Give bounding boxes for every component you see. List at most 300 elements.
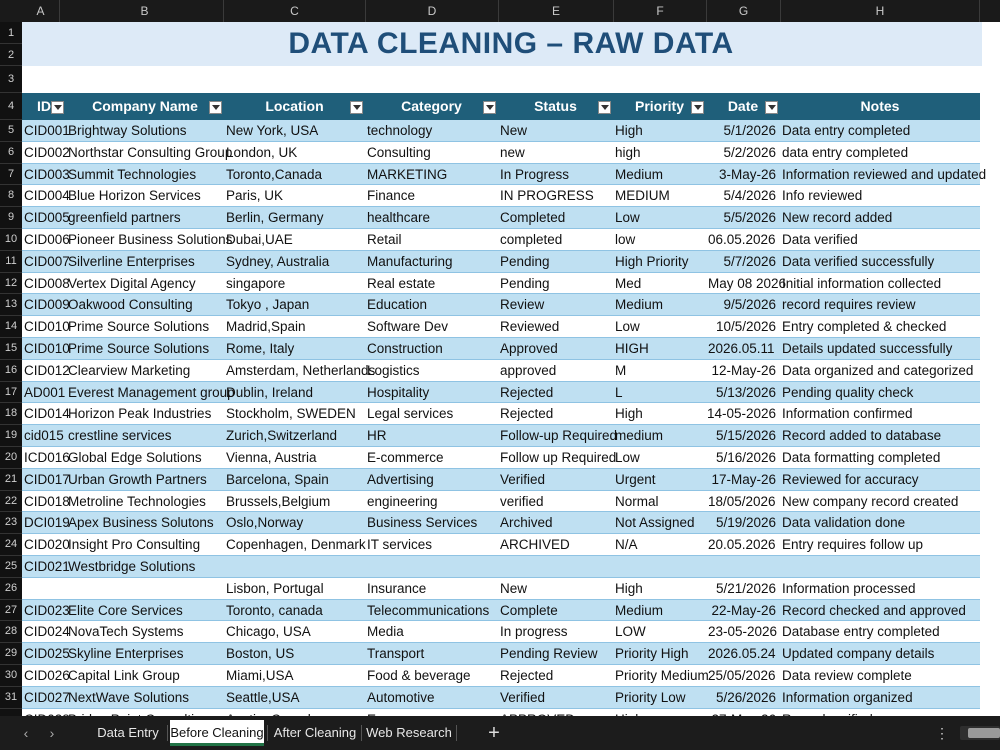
cell-company-name[interactable]: Urban Growth Partners (68, 471, 207, 487)
cell-notes[interactable]: Information reviewed and updated (782, 166, 987, 182)
row-header[interactable]: 17 (0, 382, 22, 404)
row-header[interactable]: 28 (0, 621, 22, 643)
table-row[interactable] (22, 600, 980, 622)
cell-priority[interactable]: Normal (615, 493, 659, 509)
filter-dropdown-icon[interactable] (483, 101, 496, 114)
table-row[interactable] (22, 316, 980, 338)
cell-notes[interactable]: Data verified successfully (782, 253, 935, 269)
cell-category[interactable]: healthcare (367, 210, 431, 226)
add-sheet-icon[interactable]: + (488, 722, 500, 744)
cell-location[interactable]: Toronto,Canada (226, 166, 323, 182)
cell-id[interactable]: CID010 (24, 319, 70, 335)
cell-notes[interactable]: Data review complete (782, 668, 912, 683)
cell-notes[interactable]: data entry completed (782, 144, 909, 160)
cell-status[interactable]: Reviewed (500, 319, 560, 335)
row-header[interactable]: 26 (0, 578, 22, 600)
row-header[interactable]: 11 (0, 251, 22, 273)
cell-category[interactable]: Telecommunications (367, 602, 490, 618)
cell-location[interactable]: Rome, Italy (226, 341, 295, 356)
row-header[interactable]: 18 (0, 403, 22, 425)
table-row[interactable] (22, 621, 980, 643)
cell-location[interactable]: Lisbon, Portugal (226, 580, 324, 596)
column-header-h[interactable]: H (781, 0, 980, 22)
cell-id[interactable]: CID005 (24, 210, 70, 226)
row-header[interactable]: 27 (0, 600, 22, 622)
cell-company-name[interactable]: crestline services (68, 428, 172, 444)
row-header-bar (0, 22, 22, 716)
cell-category[interactable]: Legal services (367, 406, 454, 422)
column-header-f[interactable]: F (614, 0, 707, 22)
cell-date[interactable]: 23-05-2026 (708, 624, 778, 640)
cell-date[interactable]: May 08 2026 (708, 275, 787, 291)
table-row[interactable] (22, 447, 980, 469)
cell-location[interactable]: Seattle,USA (226, 689, 300, 705)
table-row[interactable] (22, 403, 980, 425)
cell-priority[interactable]: Medium (615, 166, 664, 182)
cell-notes[interactable]: Record added to database (782, 428, 942, 444)
cell-location[interactable]: Chicago, USA (226, 624, 311, 640)
cell-company-name[interactable]: Blue Horizon Services (68, 188, 201, 204)
cell-category[interactable]: Manufacturing (367, 253, 453, 269)
cell-company-name[interactable]: Insight Pro Consulting (68, 537, 201, 553)
table-row[interactable] (22, 687, 980, 709)
cell-id[interactable]: AD001 (24, 384, 66, 400)
cell-priority[interactable]: M (615, 362, 627, 378)
cell-id[interactable]: DCI019 (24, 515, 70, 531)
row-header[interactable]: 6 (0, 142, 22, 164)
cell-priority[interactable]: Medium (615, 297, 664, 313)
table-row[interactable] (22, 294, 980, 316)
cell-company-name[interactable]: Pioneer Business Solutions (68, 232, 233, 247)
row-header[interactable]: 10 (0, 229, 22, 251)
cell-notes[interactable]: Reviewed for accuracy (782, 471, 919, 487)
cell-location[interactable]: Boston, US (226, 646, 295, 662)
row-header[interactable]: 29 (0, 643, 22, 665)
row-header[interactable]: 14 (0, 316, 22, 338)
cell-date[interactable]: 20.05.2026 (708, 537, 776, 553)
table-row[interactable] (22, 469, 980, 491)
cell-priority[interactable]: Low (615, 210, 640, 226)
cell-location[interactable]: Oslo,Norway (226, 515, 304, 531)
cell-company-name[interactable]: NextWave Solutions (68, 689, 190, 705)
cell-company-name[interactable]: Elite Core Services (68, 602, 183, 618)
cell-priority[interactable]: high (615, 144, 641, 160)
cell-notes[interactable]: New record added (782, 210, 893, 226)
cell-date[interactable]: 5/7/2026 (723, 253, 776, 269)
cell-status[interactable]: In progress (500, 624, 568, 640)
cell-date[interactable]: 5/19/2026 (715, 515, 776, 531)
cell-company-name[interactable]: Westbridge Solutions (68, 559, 196, 574)
cell-category[interactable]: Food & beverage (367, 668, 471, 683)
cell-category[interactable]: Consulting (367, 144, 431, 160)
row-header[interactable]: 23 (0, 512, 22, 534)
cell-category[interactable]: Business Services (367, 515, 478, 531)
table-row[interactable] (22, 273, 980, 295)
cell-company-name[interactable]: Prime Source Solutions (68, 319, 210, 335)
cell-date[interactable]: 18/05/2026 (708, 493, 776, 509)
cell-id[interactable]: ICD016 (24, 450, 70, 465)
cell-category[interactable]: Construction (367, 341, 443, 356)
cell-notes[interactable]: Information processed (782, 580, 916, 596)
cell-category[interactable]: Advertising (367, 471, 434, 487)
cell-category[interactable]: Software Dev (367, 319, 449, 335)
cell-date[interactable]: 10/5/2026 (715, 319, 776, 335)
cell-date[interactable]: 5/16/2026 (715, 450, 776, 465)
cell-category[interactable]: Transport (367, 646, 425, 662)
next-sheet-icon[interactable]: › (49, 725, 55, 741)
cell-location[interactable]: Stockholm, SWEDEN (226, 406, 356, 422)
cell-priority[interactable]: Medium (615, 602, 664, 618)
cell-id[interactable]: CID024 (24, 624, 70, 640)
row-header[interactable]: 9 (0, 207, 22, 229)
cell-notes[interactable] (780, 556, 980, 577)
cell-id[interactable]: CID009 (24, 297, 70, 313)
column-header-a[interactable]: A (22, 0, 60, 22)
cell-notes[interactable]: New company record created (782, 493, 959, 509)
row-header[interactable]: 1 (0, 22, 22, 44)
tab-data-entry[interactable]: Data Entry (97, 725, 159, 740)
table-row[interactable] (22, 142, 980, 164)
cell-notes[interactable]: Database entry completed (782, 624, 940, 640)
cell-id[interactable]: CID001 (24, 123, 70, 138)
cell-notes[interactable]: Information organized (782, 689, 913, 705)
cell-notes[interactable]: Data validation done (782, 515, 906, 531)
cell-company-name[interactable]: Clearview Marketing (68, 362, 191, 378)
filter-dropdown-icon[interactable] (350, 101, 363, 114)
cell-date[interactable]: 06.05.2026 (708, 232, 776, 247)
cell-category[interactable]: Insurance (367, 580, 427, 596)
row-header[interactable]: 3 (0, 66, 22, 93)
cell-notes[interactable]: Information confirmed (782, 406, 913, 422)
row-header[interactable]: 31 (0, 687, 22, 709)
cell-notes[interactable]: Record checked and approved (782, 602, 966, 618)
cell-priority[interactable]: Low (615, 319, 640, 335)
row-header[interactable]: 24 (0, 534, 22, 556)
cell-location[interactable]: Amsterdam, Netherlands (226, 362, 376, 378)
cell-location[interactable]: Brussels,Belgium (226, 493, 331, 509)
cell-notes[interactable]: Data entry completed (782, 123, 911, 138)
cell-priority[interactable]: Urgent (615, 471, 656, 487)
cell-notes[interactable]: record requires review (782, 297, 916, 313)
cell-location[interactable] (224, 556, 365, 577)
cell-date[interactable]: 14-05-2026 (706, 406, 776, 422)
cell-category[interactable]: engineering (367, 493, 438, 509)
cell-notes[interactable]: Info reviewed (782, 188, 863, 204)
cell-id[interactable]: cid015 (24, 428, 64, 444)
cell-status[interactable]: Archived (500, 515, 553, 531)
column-header-d[interactable]: D (366, 0, 499, 22)
cell-category[interactable]: Retail (367, 232, 402, 247)
cell-priority[interactable]: High Priority (615, 253, 689, 269)
column-header-e[interactable]: E (499, 0, 614, 22)
cell-id[interactable]: CID021 (24, 559, 70, 574)
tab-web-research[interactable]: Web Research (366, 725, 452, 740)
cell-id[interactable]: CID012 (24, 362, 70, 378)
column-header-b[interactable]: B (66, 0, 224, 22)
cell-date[interactable]: 5/13/2026 (715, 384, 776, 400)
cell-location[interactable]: Madrid,Spain (226, 319, 306, 335)
cell-id[interactable]: CID010 (24, 341, 70, 356)
cell-location[interactable]: Paris, UK (226, 188, 284, 204)
cell-company-name[interactable]: Metroline Technologies (68, 493, 206, 509)
row-header[interactable]: 25 (0, 556, 22, 578)
cell-id[interactable]: CID014 (24, 406, 70, 422)
cell-status[interactable]: Rejected (500, 384, 554, 400)
table-row[interactable] (22, 164, 987, 186)
cell-priority[interactable]: High (615, 580, 643, 596)
table-row[interactable] (22, 207, 980, 229)
cell-status[interactable]: Approved (500, 341, 558, 356)
cell-location[interactable]: London, UK (226, 144, 298, 160)
cell-priority[interactable]: HIGH (615, 341, 649, 356)
cell-priority[interactable]: Priority High (615, 646, 689, 662)
cell-category[interactable]: MARKETING (367, 166, 448, 182)
tab-before-cleaning[interactable]: Before Cleaning (170, 720, 264, 746)
cell-priority[interactable]: Low (615, 450, 640, 465)
cell-id[interactable]: CID002 (24, 144, 70, 160)
cell-location[interactable]: Sydney, Australia (226, 253, 330, 269)
cell-category[interactable]: Automotive (367, 689, 435, 705)
cell-id[interactable]: CID003 (24, 166, 70, 182)
cell-company-name[interactable]: Vertex Digital Agency (68, 275, 196, 291)
cell-date[interactable]: 5/1/2026 (723, 123, 776, 138)
cell-date[interactable]: 9/5/2026 (723, 297, 776, 313)
cell-location[interactable]: Dublin, Ireland (226, 384, 314, 400)
cell-status[interactable]: Follow-up Required (500, 428, 618, 444)
cell-status[interactable]: New (500, 580, 528, 596)
cell-status[interactable]: approved (500, 362, 557, 378)
cell-company-name[interactable]: Summit Technologies (68, 166, 197, 182)
cell-location[interactable]: Toronto, canada (226, 602, 323, 618)
cell-status[interactable]: Verified (500, 471, 546, 487)
cell-priority[interactable]: low (615, 232, 636, 247)
scrollbar-thumb[interactable] (968, 728, 1000, 738)
cell-date[interactable]: 5/21/2026 (715, 580, 776, 596)
table-row[interactable] (22, 534, 980, 556)
cell-status[interactable]: IN PROGRESS (500, 188, 594, 204)
cell-priority[interactable]: LOW (615, 624, 646, 640)
cell-date[interactable]: 5/4/2026 (723, 188, 776, 204)
cell-id[interactable]: CID023 (24, 602, 70, 618)
cell-company-name[interactable]: Horizon Peak Industries (68, 406, 212, 422)
cell-category[interactable] (365, 556, 498, 577)
cell-date[interactable]: 2026.05.24 (708, 646, 776, 662)
row-header[interactable]: 15 (0, 338, 22, 360)
cell-company-name[interactable]: Oakwood Consulting (68, 297, 193, 313)
cell-priority[interactable]: Priority Medium (615, 668, 709, 683)
cell-location[interactable]: Barcelona, Spain (226, 471, 329, 487)
cell-company-name[interactable]: Global Edge Solutions (68, 450, 202, 465)
cell-priority[interactable]: Not Assigned (615, 515, 695, 531)
row-header[interactable]: 8 (0, 185, 22, 207)
tab-after-cleaning[interactable]: After Cleaning (273, 725, 357, 740)
cell-company-name[interactable] (66, 578, 224, 599)
cell-id[interactable]: CID017 (24, 471, 70, 487)
cell-id[interactable]: CID006 (24, 232, 70, 247)
cell-status[interactable]: Follow up Required (500, 450, 617, 465)
cell-status[interactable]: Pending (500, 275, 550, 291)
cell-priority[interactable]: High (615, 406, 643, 422)
cell-status[interactable]: Pending (500, 253, 550, 269)
cell-category[interactable]: Real estate (367, 275, 436, 291)
table-row[interactable] (22, 120, 980, 142)
table-row[interactable] (22, 665, 980, 687)
cell-date[interactable]: 5/5/2026 (723, 210, 776, 226)
column-header-g[interactable]: G (707, 0, 781, 22)
table-row[interactable] (22, 185, 980, 207)
cell-date[interactable]: 25/05/2026 (708, 668, 776, 683)
cell-date[interactable]: 12-May-26 (711, 362, 776, 378)
row-header[interactable]: 30 (0, 665, 22, 687)
table-row[interactable] (22, 491, 980, 513)
cell-location[interactable]: Dubai,UAE (226, 232, 293, 247)
cell-location[interactable]: Copenhagen, Denmark (226, 537, 366, 553)
cell-company-name[interactable]: NovaTech Systems (68, 624, 184, 640)
cell-priority[interactable]: N/A (615, 537, 638, 553)
row-header[interactable]: 4 (0, 93, 22, 120)
filter-dropdown-icon[interactable] (51, 101, 64, 114)
cell-priority[interactable]: Med (615, 275, 642, 291)
row-header[interactable]: 22 (0, 491, 22, 513)
cell-date[interactable]: 5/26/2026 (715, 689, 776, 705)
cell-status[interactable]: completed (500, 232, 563, 247)
cell-date[interactable]: 2026.05.11 (708, 341, 775, 356)
row-header[interactable]: 20 (0, 447, 22, 469)
cell-location[interactable]: Zurich,Switzerland (226, 428, 338, 444)
table-row[interactable] (22, 578, 980, 600)
cell-location[interactable]: singapore (226, 275, 286, 291)
cell-date[interactable]: 5/2/2026 (723, 144, 776, 160)
cell-notes[interactable]: Data formatting completed (782, 450, 941, 465)
row-header[interactable]: 5 (0, 120, 22, 142)
table-row[interactable] (22, 251, 980, 273)
cell-id[interactable]: CID018 (24, 493, 70, 509)
cell-id[interactable]: CID008 (24, 275, 70, 291)
cell-category[interactable]: E-commerce (367, 450, 444, 465)
filter-dropdown-icon[interactable] (209, 101, 222, 114)
cell-notes[interactable]: Entry completed & checked (782, 319, 947, 335)
cell-category[interactable]: Hospitality (367, 384, 430, 400)
cell-location[interactable]: Tokyo , Japan (226, 297, 310, 313)
filter-dropdown-icon[interactable] (598, 101, 611, 114)
cell-id[interactable]: CID020 (24, 537, 70, 553)
cell-status[interactable]: Verified (500, 689, 546, 705)
cell-status[interactable]: Completed (500, 210, 566, 226)
cell-company-name[interactable]: Apex Business Solutons (68, 515, 214, 531)
more-options-icon[interactable]: ⋮ (935, 725, 949, 741)
table-row[interactable] (22, 360, 980, 382)
cell-id[interactable]: CID007 (24, 253, 70, 269)
cell-notes[interactable]: Pending quality check (782, 384, 914, 400)
cell-date[interactable]: 3-May-26 (718, 166, 776, 182)
table-row[interactable] (22, 556, 980, 578)
cell-notes[interactable]: Details updated successfully (782, 341, 953, 356)
table-row[interactable] (22, 382, 980, 404)
cell-category[interactable]: Logistics (367, 362, 420, 378)
cell-category[interactable]: Finance (367, 188, 416, 204)
cell-status[interactable]: new (500, 144, 525, 160)
row-header[interactable]: 19 (0, 425, 22, 447)
cell-status[interactable]: ARCHIVED (500, 537, 570, 553)
cell-category[interactable]: HR (367, 428, 387, 444)
cell-status[interactable]: Complete (500, 602, 558, 618)
cell-priority[interactable]: L (615, 384, 623, 400)
cell-company-name[interactable]: Silverline Enterprises (68, 253, 195, 269)
cell-date[interactable]: 22-May-26 (711, 602, 776, 618)
cell-date[interactable] (706, 556, 780, 577)
filter-dropdown-icon[interactable] (691, 101, 704, 114)
column-header-c[interactable]: C (224, 0, 366, 22)
cell-priority[interactable]: Priority Low (615, 689, 686, 705)
cell-location[interactable]: Vienna, Austria (226, 450, 317, 465)
cell-id[interactable]: CID027 (24, 689, 70, 705)
table-row[interactable] (22, 425, 980, 447)
cell-company-name[interactable]: Everest Management group (68, 384, 235, 400)
cell-status[interactable] (498, 556, 613, 577)
table-row[interactable] (22, 338, 980, 360)
cell-status[interactable]: Rejected (500, 668, 554, 683)
cell-notes[interactable]: Initial information collected (782, 275, 942, 291)
cell-notes[interactable]: Entry requires follow up (782, 537, 924, 553)
cell-category[interactable]: technology (367, 123, 433, 138)
table-row[interactable] (22, 229, 980, 251)
cell-status[interactable]: verified (500, 493, 544, 509)
cell-id[interactable] (22, 578, 66, 599)
cell-category[interactable]: IT services (367, 537, 433, 553)
cell-status[interactable]: Rejected (500, 406, 554, 422)
cell-company-name[interactable]: Skyline Enterprises (68, 646, 184, 662)
cell-id[interactable]: CID004 (24, 188, 70, 204)
worksheet-grid[interactable] (22, 22, 1000, 716)
row-header[interactable]: 21 (0, 469, 22, 491)
cell-priority[interactable] (613, 556, 706, 577)
cell-priority[interactable]: MEDIUM (615, 188, 670, 204)
cell-location[interactable]: Miami,USA (226, 668, 294, 683)
cell-company-name[interactable]: Northstar Consulting Group (68, 144, 233, 160)
cell-company-name[interactable]: Capital Link Group (68, 668, 180, 683)
filter-dropdown-icon[interactable] (765, 101, 778, 114)
prev-sheet-icon[interactable]: ‹ (23, 725, 29, 741)
cell-status[interactable]: Review (500, 297, 545, 313)
cell-status[interactable]: Pending Review (500, 646, 598, 662)
cell-company-name[interactable]: Prime Source Solutions (68, 341, 210, 356)
cell-notes[interactable]: Data organized and categorized (782, 362, 974, 378)
cell-id[interactable]: CID026 (24, 668, 70, 683)
row-header[interactable]: 2 (0, 44, 22, 66)
cell-notes[interactable]: Updated company details (782, 646, 935, 662)
row-header[interactable]: 12 (0, 273, 22, 295)
cell-notes[interactable]: Data verified (782, 232, 858, 247)
cell-priority[interactable]: medium (615, 428, 664, 444)
table-row[interactable] (22, 643, 980, 665)
cell-status[interactable]: New (500, 123, 528, 138)
cell-location[interactable]: New York, USA (226, 123, 319, 138)
row-header[interactable]: 16 (0, 360, 22, 382)
cell-id[interactable]: CID025 (24, 646, 70, 662)
cell-location[interactable]: Berlin, Germany (226, 210, 324, 226)
cell-company-name[interactable]: greenfield partners (68, 210, 181, 226)
row-header[interactable]: 13 (0, 294, 22, 316)
row-header[interactable]: 7 (0, 164, 22, 186)
cell-category[interactable]: Education (367, 297, 428, 313)
cell-category[interactable]: Media (367, 624, 404, 640)
table-row[interactable] (22, 512, 980, 534)
cell-date[interactable]: 5/15/2026 (715, 428, 776, 444)
cell-status[interactable]: In Progress (500, 166, 570, 182)
cell-company-name[interactable]: Brightway Solutions (68, 123, 187, 138)
cell-date[interactable]: 17-May-26 (711, 471, 776, 487)
cell-priority[interactable]: High (615, 123, 643, 138)
